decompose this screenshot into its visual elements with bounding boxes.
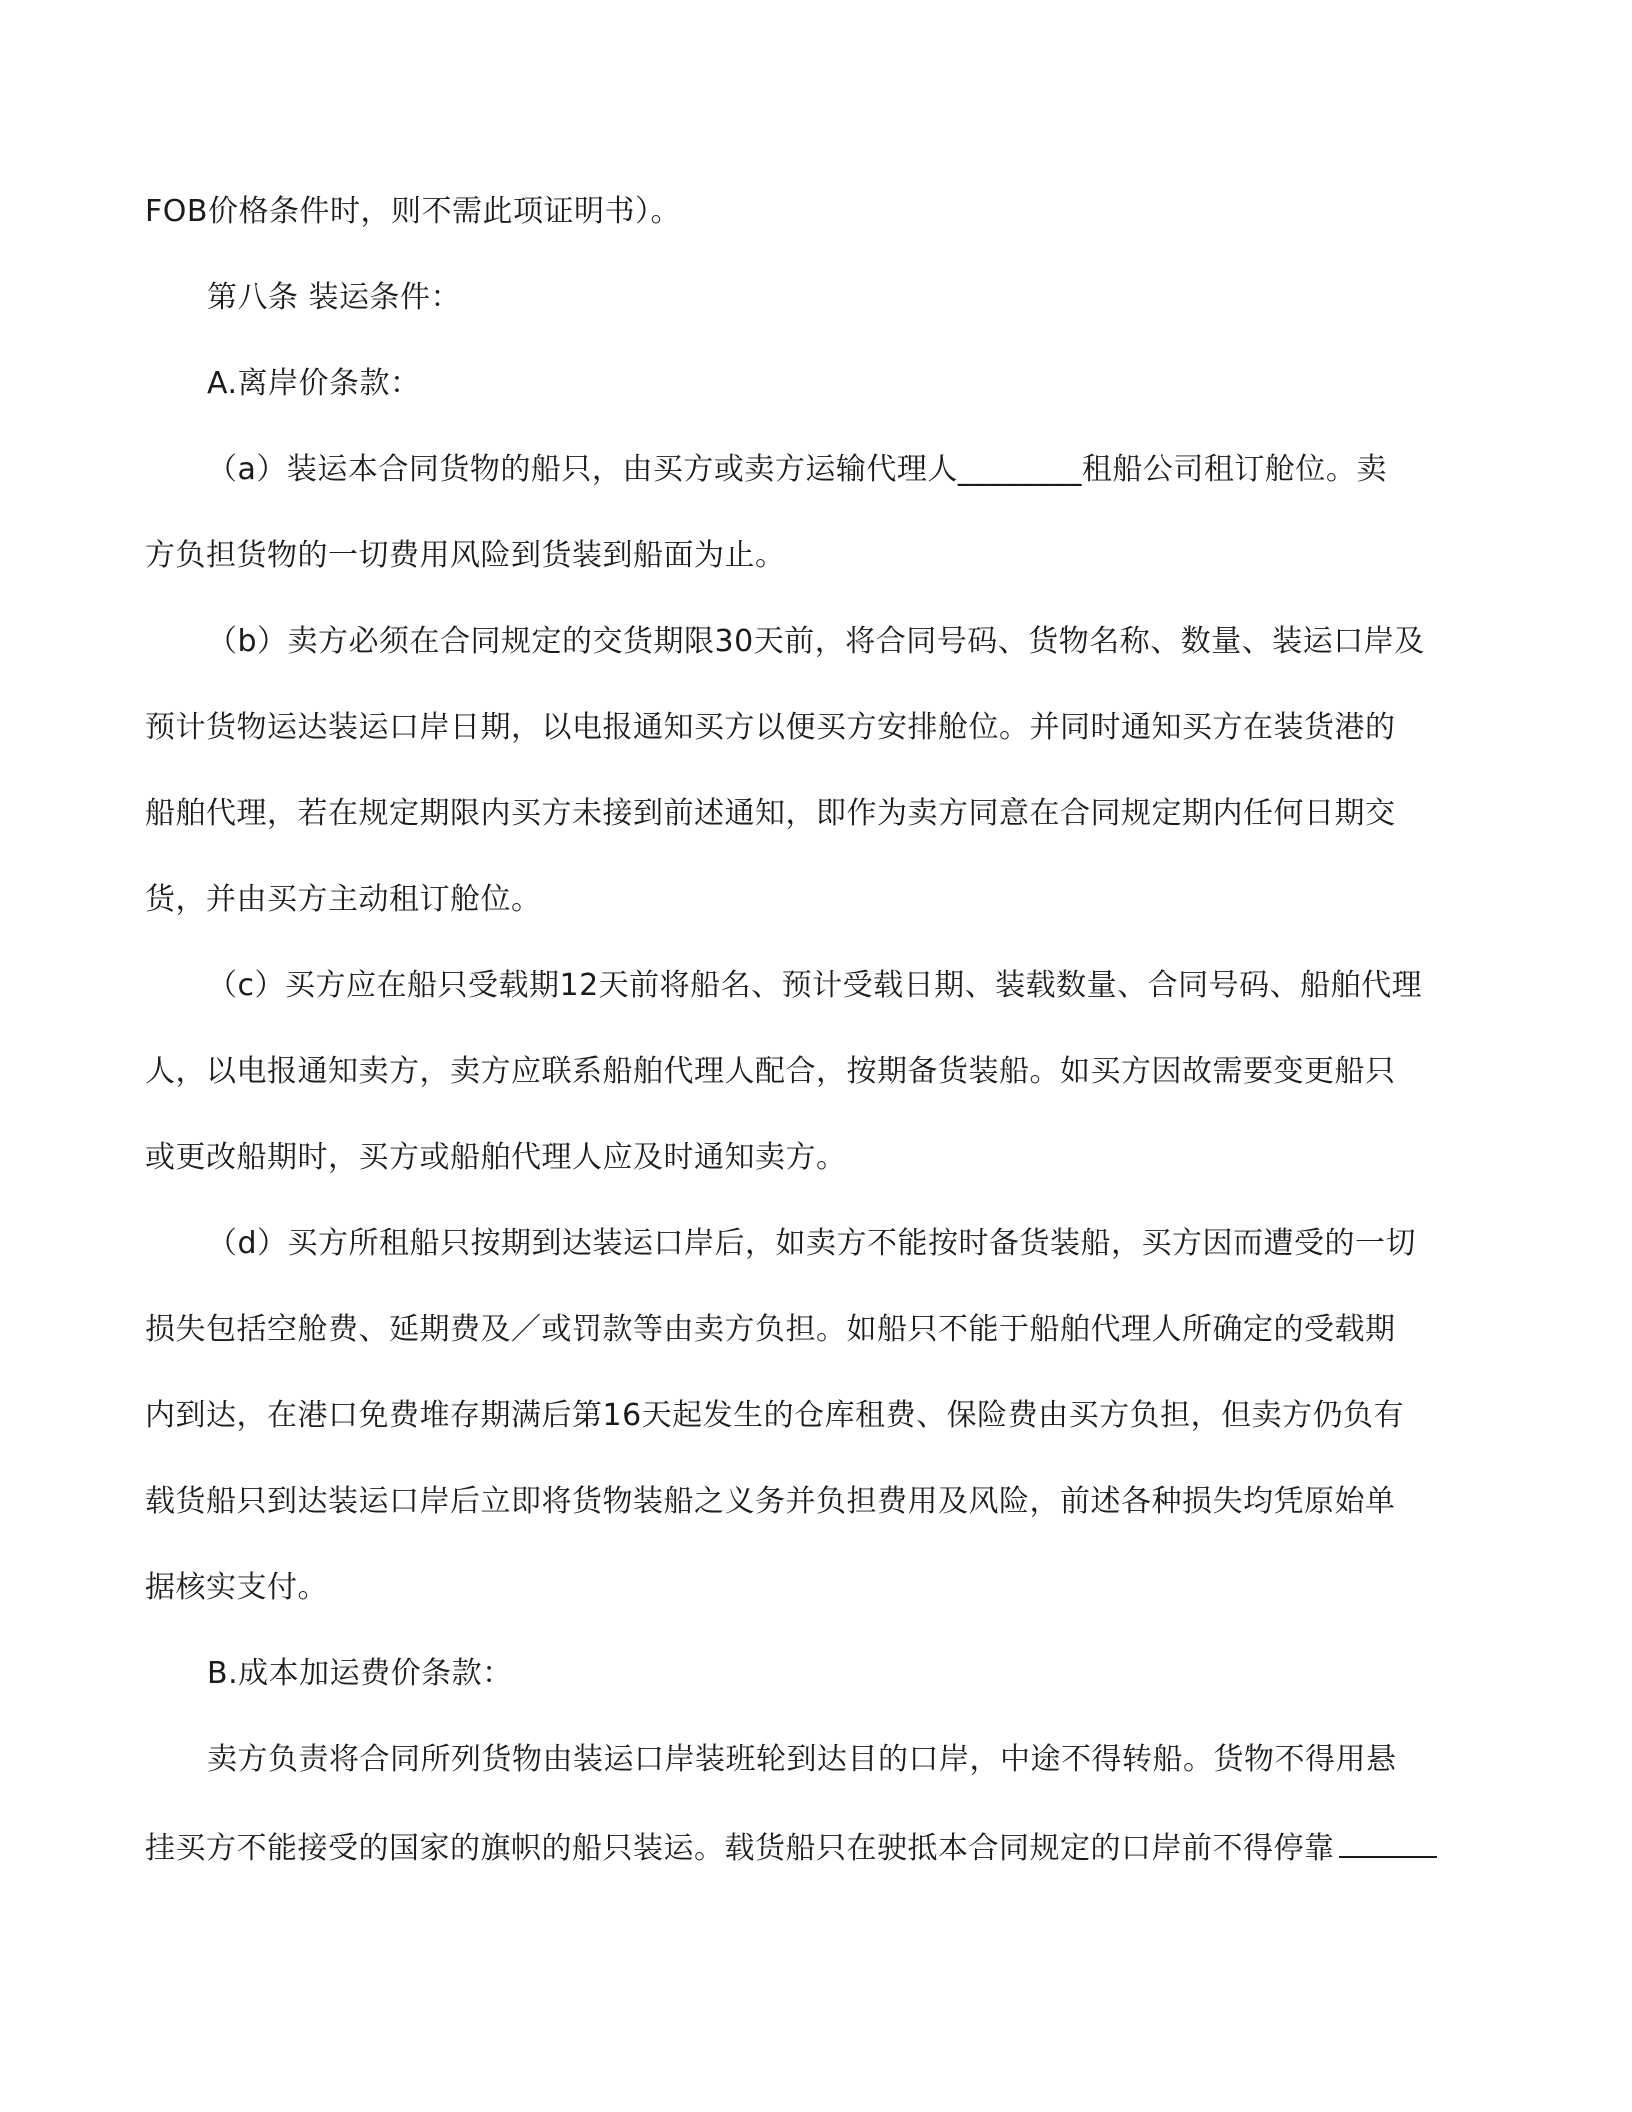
text-line: 货，并由买方主动租订舱位。: [145, 882, 542, 917]
text-line-content: 挂买方不能接受的国家的旗帜的船只装运。载货船只在驶抵本合同规定的口岸前不得停靠: [145, 1831, 1335, 1866]
text-line: （b）卖方必须在合同规定的交货期限30天前，将合同号码、货物名称、数量、装运口岸及: [207, 624, 1425, 659]
text-line: 载货船只到达装运口岸后立即将货物装船之义务并负担费用及风险，前述各种损失均凭原始单: [145, 1484, 1396, 1519]
text-line: 人，以电报通知卖方，卖方应联系船舶代理人配合，按期备货装船。如买方因故需要变更船只: [145, 1054, 1396, 1089]
section-heading: A.离岸价条款：: [207, 366, 421, 401]
fill-in-blank-line: [1339, 1826, 1437, 1858]
text-line-last: [145, 1826, 1485, 1866]
text-line: 内到达，在港口免费堆存期满后第16天起发生的仓库租费、保险费由买方负担，但卖方仍负有: [145, 1398, 1405, 1433]
text-line: FOB价格条件时，则不需此项证明书）。: [145, 194, 681, 229]
text-line: （a）装运本合同货物的船只，由买方或卖方运输代理人________租船公司租订舱位。卖: [207, 452, 1387, 487]
text-line: 据核实支付。: [145, 1570, 328, 1605]
text-line: 预计货物运达装运口岸日期，以电报通知买方以便买方安排舱位。并同时通知买方在装货港的: [145, 710, 1396, 745]
text-line: 损失包括空舱费、延期费及／或罚款等由卖方负担。如船只不能于船舶代理人所确定的受载期: [145, 1312, 1396, 1347]
article-heading: 第八条 装运条件：: [207, 280, 462, 315]
text-line: 方负担货物的一切费用风险到货装到船面为止。: [145, 538, 786, 573]
text-line: （d）买方所租船只按期到达装运口岸后，如卖方不能按时备货装船，买方因而遭受的一切: [207, 1226, 1417, 1261]
text-line: 或更改船期时，买方或船舶代理人应及时通知卖方。: [145, 1140, 847, 1175]
text-line: （c）买方应在船只受载期12天前将船名、预计受载日期、装载数量、合同号码、船舶代理: [207, 968, 1423, 1003]
text-line: 船舶代理，若在规定期限内买方未接到前述通知，即作为卖方同意在合同规定期内任何日期交: [145, 796, 1396, 831]
text-line: 卖方负责将合同所列货物由装运口岸装班轮到达目的口岸，中途不得转船。货物不得用悬: [207, 1742, 1397, 1777]
section-heading: B.成本加运费价条款：: [207, 1656, 513, 1691]
